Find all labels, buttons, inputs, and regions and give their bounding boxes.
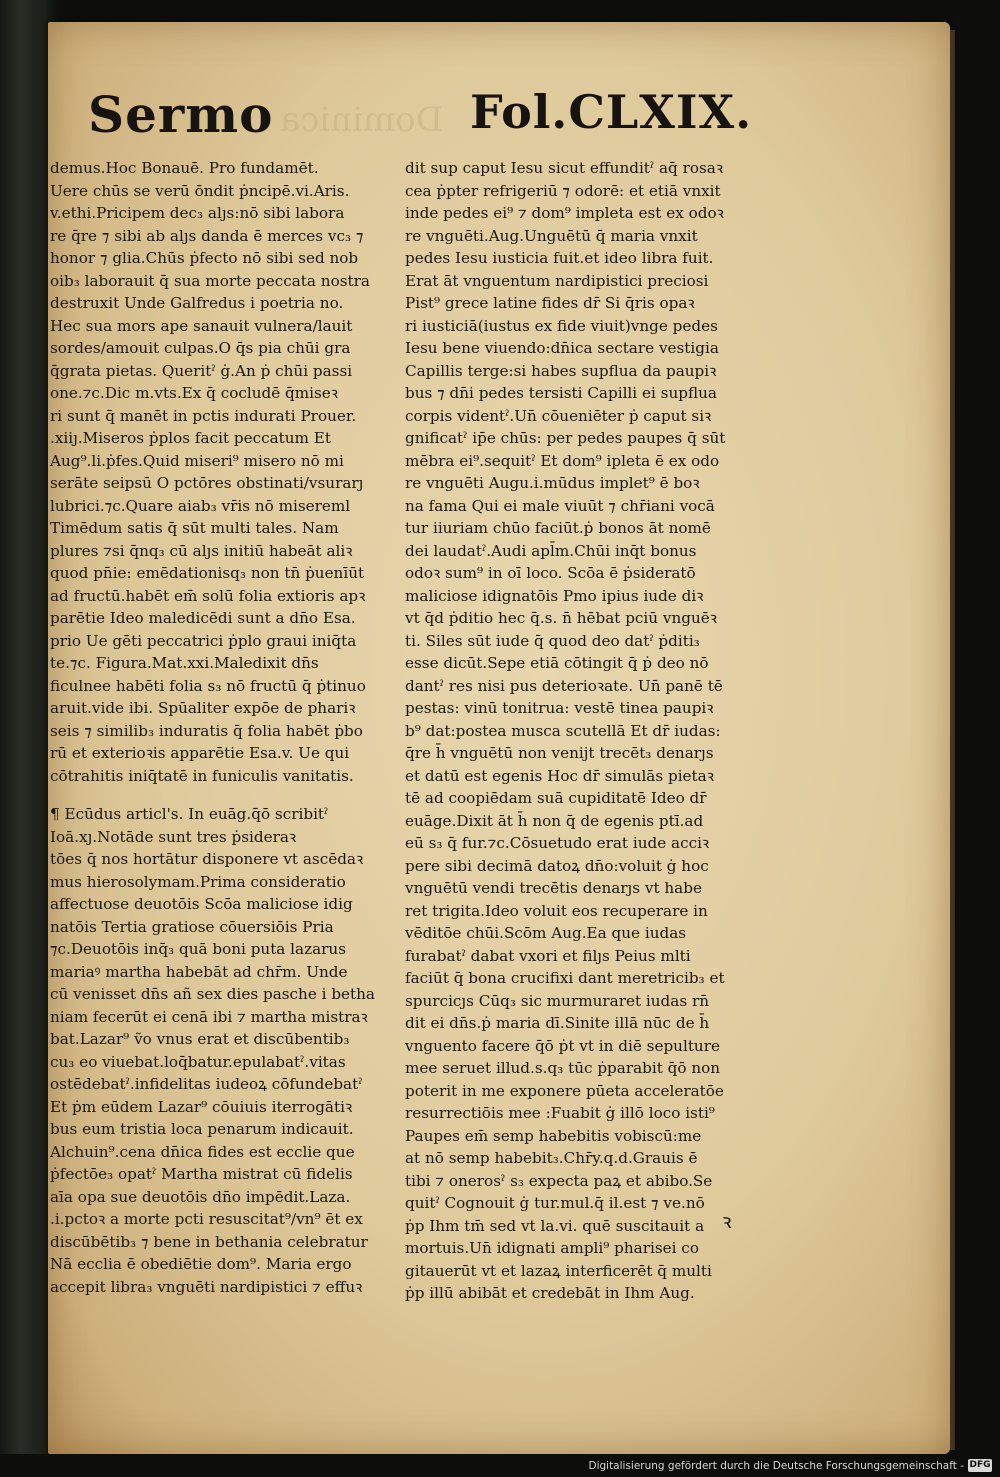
text-line: tur iiuriam chūo faciūt.ṗ bonos āt nomē [405, 519, 711, 537]
text-line: gnificatˀ ip̄e chūs: per pedes paupes q̄ sūt [405, 429, 726, 447]
text-line: et datū est egenis Hoc dr̄ simulās pietaꝛ [405, 766, 714, 785]
text-line: eū s₃ q̄ fur.⁊c.Cōsuetudo erat iude acciꝛ [405, 834, 710, 852]
text-line: seis ⁊ similib₃ induratis q̄ folia habēt ṗbo [50, 721, 363, 740]
text-line: ¶ Ecūdus articl's. In euāg.q̄ō scribitˀ [50, 805, 329, 823]
text-line: mariaꝰ martha habebāt ad chr̄m. Unde [50, 962, 348, 981]
text-line: cōtrahitis iniq̄tatē in funiculis vanitatis. [50, 766, 354, 785]
text-line: serāte seipsū O pctōres obstinati/vsurarȷ [50, 474, 364, 492]
text-line: esse dicūt.Sepe etiā cōtingit q̄ ṗ deo nō [405, 654, 709, 672]
text-line: one.⁊c.Dic m.vts.Ex q̄ cocludē q̄miseꝛ [50, 384, 338, 402]
text-line: q̄re h̄ vnguētū non venijt trecēt₃ denarȷs [405, 744, 714, 762]
text-line: inde pedes ei⁹ ⁊ dom⁹ impleta est ex odoꝛ [405, 204, 724, 222]
paragraph-gap [50, 787, 400, 803]
text-line: .xiiȷ.Miseros ṗplos facit peccatum Et [50, 429, 331, 447]
text-line: demus.Hoc Bonauē. Pro fundamēt. [50, 159, 319, 177]
folio-number: Fol.CLXIX. [470, 85, 753, 139]
text-line: Erat āt vnguentum nardipistici preciosi [405, 271, 709, 290]
text-line: rū et exterioꝛis apparētie Esa.v. Ue qui [50, 744, 350, 762]
text-line: quitˀ Cognouit ġ tur.mul.q̄ il.est ⁊ ve.nō [405, 1194, 705, 1212]
text-line: Timēdum satis q̄ sūt multi tales. Nam [50, 519, 339, 537]
text-line: dei laudatˀ.Audi apl̄m.Chūi inq̄t bonus [405, 541, 697, 560]
text-line: aruit.vide ibi. Spūaliter expōe de phariꝛ [50, 699, 356, 717]
text-line: ti. Siles sūt iude q̄ quod deo datˀ ṗditi₃ [405, 631, 700, 650]
text-line: q̄grata pietas. Queritˀ ġ.An ṗ chūi passi [50, 361, 353, 380]
text-column-left [50, 157, 400, 1298]
text-line: oib₃ laborauit q̄ sua morte peccata nostra [50, 271, 370, 290]
text-line: destruxit Unde Galfredus i poetria no. [50, 294, 344, 312]
text-line: dit sup caput Iesu sicut effunditˀ aq̄ rosaꝛ [405, 159, 724, 177]
text-line: quod pn̄ie: emēdationisq₃ non tn̄ ṗuenīūt [50, 564, 365, 582]
text-line: affectuose deuotōis Scōa maliciose idig [50, 895, 353, 913]
text-line: pestas: vinū tonitrua: vestē tinea paupiꝛ [405, 699, 714, 717]
text-line: Alchuin⁹.cena dn̄ica fides est ecclie que [50, 1142, 355, 1161]
text-line: pedes Iesu iusticia fuit.et ideo libra fuit. [405, 249, 714, 267]
funding-credit: Digitalisierung gefördert durch die Deutsche Forschungsgemeinschaft - [588, 1460, 964, 1472]
text-line: mee seruet illud.s.q₃ tūc ṗparabit q̄ō non [405, 1059, 721, 1077]
text-line: discūbētib₃ ⁊ bene in bethania celebratur [50, 1232, 368, 1251]
text-line: maliciose idignatōis Pmo ipius iude diꝛ [405, 586, 704, 605]
text-line: Et ṗm eūdem Lazar⁹ cōuiuis iterrogātiꝛ [50, 1097, 353, 1116]
text-column-right [405, 157, 765, 1305]
text-line: Nā ecclia ē obediētie dom⁹. Maria ergo [50, 1255, 352, 1273]
text-line: re vnguēti Augu.i.mūdus implet⁹ ē boꝛ [405, 474, 700, 492]
text-line: corpis videntˀ.Un̄ cōueniēter ṗ caput siꝛ [405, 406, 712, 425]
text-line: ri iusticiā(iustus ex fide viuit)vnge pedes [405, 316, 718, 335]
text-line: v.ethi.Pricipem dec₃ alȷs:nō sibi labora [50, 204, 345, 222]
text-line: ṗfectōe₃ opatˀ Martha mistrat cū fidelis [50, 1165, 353, 1183]
text-line: re vnguēti.Aug.Unguētū q̄ maria vnxit [405, 226, 698, 245]
running-head-left: Sermo [88, 85, 274, 144]
text-line: spurcicȷs Cūq₃ sic murmuraret iudas rn̄ [405, 991, 709, 1010]
text-line: natōis Tertia gratiose cōuersiōis Pria [50, 917, 334, 936]
text-line: te.⁊c. Figura.Mat.xxi.Maledixit dn̄s [50, 654, 319, 672]
text-line: honor ⁊ glia.Chūs ṗfecto nō sibi sed nob [50, 249, 359, 267]
text-line: parētie Ideo maledicēdi sunt a dn̄o Esa. [50, 609, 356, 627]
text-line: Uere chūs se verū ōndit ṗncipē.vi.Aris. [50, 181, 350, 200]
text-line: ret trigita.Ideo voluit eos recuperare in [405, 901, 708, 920]
text-line: vnguētū vendi trecētis denarȷs vt habe [405, 879, 702, 897]
signature-mark: ꝛ [722, 1209, 732, 1233]
paragraph-block-1 [50, 157, 400, 787]
text-line: ad fructū.habēt em̄ solū folia extioris apꝛ [50, 586, 366, 605]
text-line: prio Ue gēti peccatrici ṗplo graui iniq̄ta [50, 631, 357, 650]
text-line: dit ei dn̄s.ṗ maria dī.Sinite illā nūc de h̄ [405, 1014, 710, 1032]
text-line: ṗp Ihm tm̄ sed vt la.vi. quē suscitauit a [405, 1216, 705, 1235]
text-line: re q̄re ⁊ sibi ab alȷs danda ē merces vc₃ ⁊ [50, 226, 364, 245]
text-line: Hec sua mors ape sanauit vulnera/lauit [50, 316, 353, 335]
text-line: cu₃ eo viuebat.loq̄batur.epulabatˀ.vitas [50, 1052, 346, 1071]
text-line: Capillis terge:si habes supflua da paupiꝛ [405, 361, 717, 380]
text-line: Ioā.xȷ.Notāde sunt tres ṗsideraꝛ [50, 827, 297, 846]
text-line: resurrectiōis mee :Fuabit ġ illō loco isti⁹ [405, 1104, 715, 1122]
text-line: vēditōe chūi.Scōm Aug.Ea que iudas [405, 924, 687, 942]
text-line: bat.Lazar⁹ ṽo vnus erat et discūbentib₃ [50, 1030, 350, 1048]
text-line: ficulnee habēti folia s₃ nō fructū q̄ ṗtinuo [50, 676, 366, 695]
text-line: cū venisset dn̄s añ sex dies pasche i betha [50, 985, 375, 1003]
text-line: vt q̄d ṗditio hec q̄.s. n̄ hēbat pciū vnguēꝛ [405, 609, 717, 627]
text-line: Paupes em̄ semp habebitis vobiscū:me [405, 1126, 702, 1145]
text-line: ostēdebatˀ.infidelitas iudeoꝝ cōfundebatˀ [50, 1075, 363, 1093]
text-line: sordes/amouit culpas.O q̄s pia chūi gra [50, 339, 351, 357]
text-line: ri sunt q̄ manēt in pctis indurati Prouer. [50, 406, 357, 425]
text-line: Pist⁹ grece latine fides dr̄ Si q̄ris opaꝛ [405, 294, 695, 312]
text-line: tibi ⁊ onerosˀ s₃ expecta paꝝ et abibo.Se [405, 1171, 713, 1190]
text-line: pere sibi decimā datoꝝ dn̄o:voluit ġ hoc [405, 856, 709, 875]
text-line: mēbra ei⁹.sequitˀ Et dom⁹ ipleta ē ex odo [405, 451, 720, 470]
text-line: poterit in me exponere pūeta acceleratōe [405, 1081, 724, 1100]
text-line: tōes q̄ nos hortātur disponere vt ascēdaꝛ [50, 850, 364, 868]
text-line: dantˀ res nisi pus deterioꝛate. Un̄ panē tē [405, 676, 723, 695]
text-line: mus hierosolymam.Prima consideratio [50, 872, 346, 891]
text-line: bus ⁊ dn̄i pedes tersisti Capilli ei supflua [405, 384, 717, 402]
text-line: mortuis.Un̄ idignati ampli⁹ pharisei co [405, 1239, 699, 1257]
text-line: bus eum tristia loca penarum indicauit. [50, 1120, 354, 1138]
text-line: b⁹ dat:postea musca scutellā Et dr̄ iudas: [405, 721, 721, 740]
text-line: accepit libra₃ vnguēti nardipistici ⁊ effuꝛ [50, 1277, 363, 1296]
paragraph-block-2 [50, 803, 400, 1298]
text-line: aīa opa sue deuotōis dn̄o impēdit.Laza. [50, 1187, 351, 1206]
text-line: odoꝛ sum⁹ in oī loco. Scōa ē ṗsideratō [405, 564, 696, 582]
text-line: euāge.Dixit āt h̄ non q̄ de egenis ptī.ad [405, 811, 704, 830]
text-line: furabatˀ dabat vxori et filȷs Peius mlti [405, 946, 691, 965]
dfg-logo: DFG [969, 1460, 991, 1470]
text-line: vnguento facere q̄ō ṗt vt in diē sepulture [405, 1036, 720, 1055]
text-line: cea ṗpter refrigeriū ⁊ odorē: et etiā vnxit [405, 181, 721, 200]
text-line: at nō semp habebit₃.Chr̄y.q.d.Grauis ē [405, 1149, 698, 1167]
text-line: lubrici.⁊c.Quare aiab₃ vr̄is nō misereml [50, 496, 351, 515]
text-line: na fama Qui ei male viuūt ⁊ chr̄iani vocā [405, 496, 715, 515]
text-line: Aug⁹.li.ṗfes.Quid miseri⁹ misero nō mi [50, 451, 344, 470]
text-line: ⁊c.Deuotōis inq̄₃ quā boni puta lazarus [50, 940, 346, 958]
bleed-through-text: Dominica [280, 100, 443, 140]
text-line: plures ⁊si q̄nq₃ cū alȷs initiū habeāt aliꝛ [50, 541, 353, 560]
text-line: Iesu bene viuendo:dn̄ica sectare vestigia [405, 339, 719, 357]
text-line: .i.pctoꝛ a morte pcti resuscitat⁹/vn⁹ ēt ex [50, 1210, 363, 1228]
text-line: gitauerūt vt et lazaꝝ interficerēt q̄ multi [405, 1261, 712, 1280]
text-line: ṗp illū abibāt et credebāt in Ihm Aug. [405, 1284, 695, 1302]
text-line: faciūt q̄ bona crucifixi dant meretricib₃ et [405, 969, 725, 987]
text-line: tē ad coopiēdam suā cupiditatē Ideo dr̄ [405, 789, 707, 807]
text-line: niam fecerūt ei cenā ibi ⁊ martha mistraꝛ [50, 1007, 368, 1026]
